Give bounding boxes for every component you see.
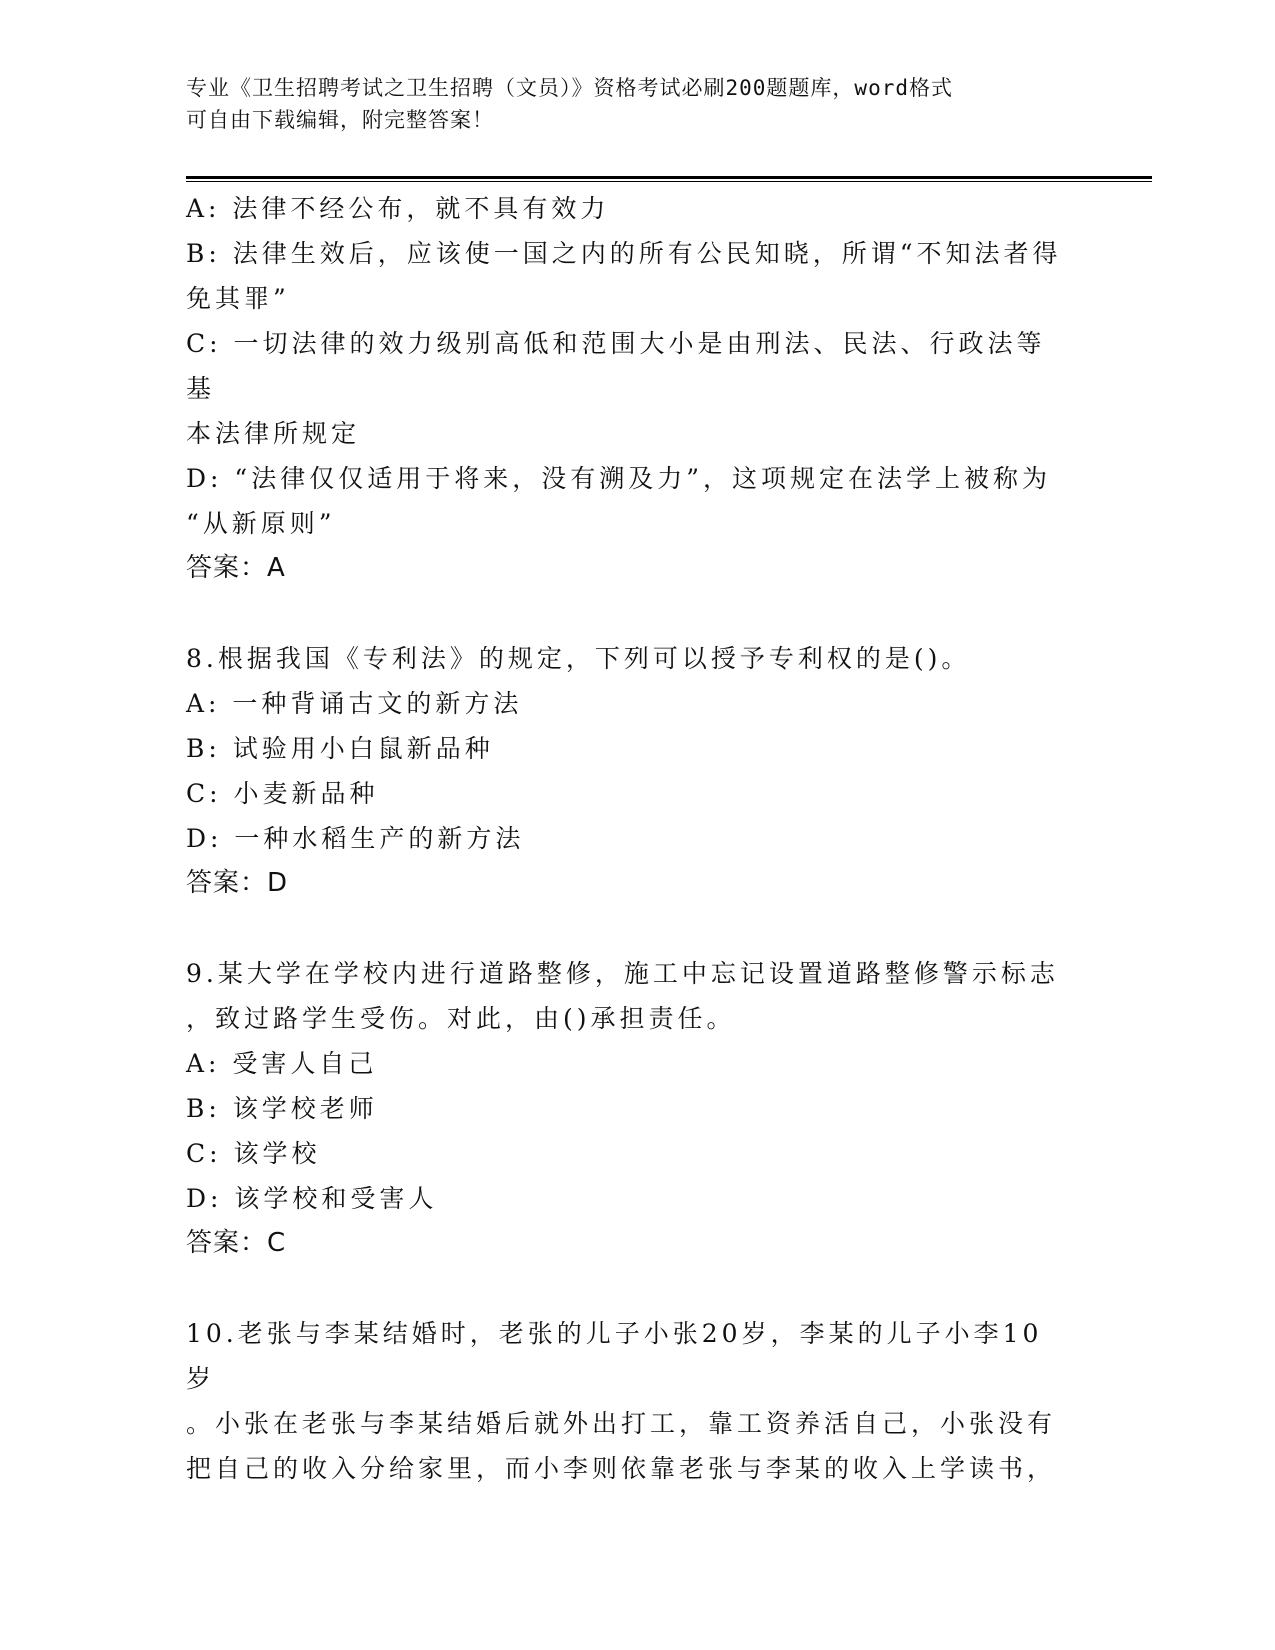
option-d: D: 一种水稻生产的新方法 xyxy=(186,824,525,853)
option-d: D: 该学校和受害人 xyxy=(186,1184,438,1213)
option-a: A: 一种背诵古文的新方法 xyxy=(186,689,523,718)
answer-label: 答案：A xyxy=(186,553,286,583)
question-stem-continued: ，致过路学生受伤。对此，由()承担责任。 xyxy=(186,1004,736,1033)
question-7 xyxy=(186,186,1066,591)
document-header xyxy=(186,72,1066,136)
answer-label: 答案：D xyxy=(186,868,289,898)
option-c: C: 该学校 xyxy=(186,1139,321,1168)
question-stem: 10.老张与李某结婚时，老张的儿子小张20岁，李某的儿子小李10岁 xyxy=(186,1319,1043,1393)
option-d-continued: “从新原则” xyxy=(186,509,336,538)
header-line-2: 可自由下载编辑，附完整答案！ xyxy=(186,108,494,132)
option-c: C: 小麦新品种 xyxy=(186,779,379,808)
question-stem-continued: 。小张在老张与李某结婚后就外出打工，靠工资养活自己，小张没有 xyxy=(186,1409,1057,1438)
question-9 xyxy=(186,951,1066,1266)
spacer xyxy=(186,1266,1066,1311)
answer-label: 答案：C xyxy=(186,1228,287,1258)
question-8 xyxy=(186,636,1066,906)
question-content xyxy=(186,186,1066,1491)
option-c: C: 一切法律的效力级别高低和范围大小是由刑法、民法、行政法等基 xyxy=(186,329,1046,403)
spacer xyxy=(186,591,1066,636)
option-a: A: 法律不经公布，就不具有效力 xyxy=(186,194,610,223)
option-d: D: “法律仅仅适用于将来，没有溯及力”，这项规定在法学上被称为 xyxy=(186,464,1051,493)
option-b: B: 试验用小白鼠新品种 xyxy=(186,734,494,763)
option-b-continued: 免其罪” xyxy=(186,284,290,313)
option-b: B: 该学校老师 xyxy=(186,1094,378,1123)
header-line-1: 专业《卫生招聘考试之卫生招聘（文员）》资格考试必刷200题题库，word格式 xyxy=(186,76,953,100)
option-c-continued: 本法律所规定 xyxy=(186,419,361,448)
spacer xyxy=(186,906,1066,951)
option-b: B: 法律生效后，应该使一国之内的所有公民知晓，所谓“不知法者得 xyxy=(186,239,1062,268)
header-divider xyxy=(186,176,1152,182)
question-stem-continued: 把自己的收入分给家里，而小李则依靠老张与李某的收入上学读书， xyxy=(186,1454,1057,1483)
question-stem: 9.某大学在学校内进行道路整修，施工中忘记设置道路整修警示标志 xyxy=(186,959,1059,988)
option-a: A: 受害人自己 xyxy=(186,1049,378,1078)
question-10 xyxy=(186,1311,1066,1491)
question-stem: 8.根据我国《专利法》的规定，下列可以授予专利权的是()。 xyxy=(186,644,971,673)
